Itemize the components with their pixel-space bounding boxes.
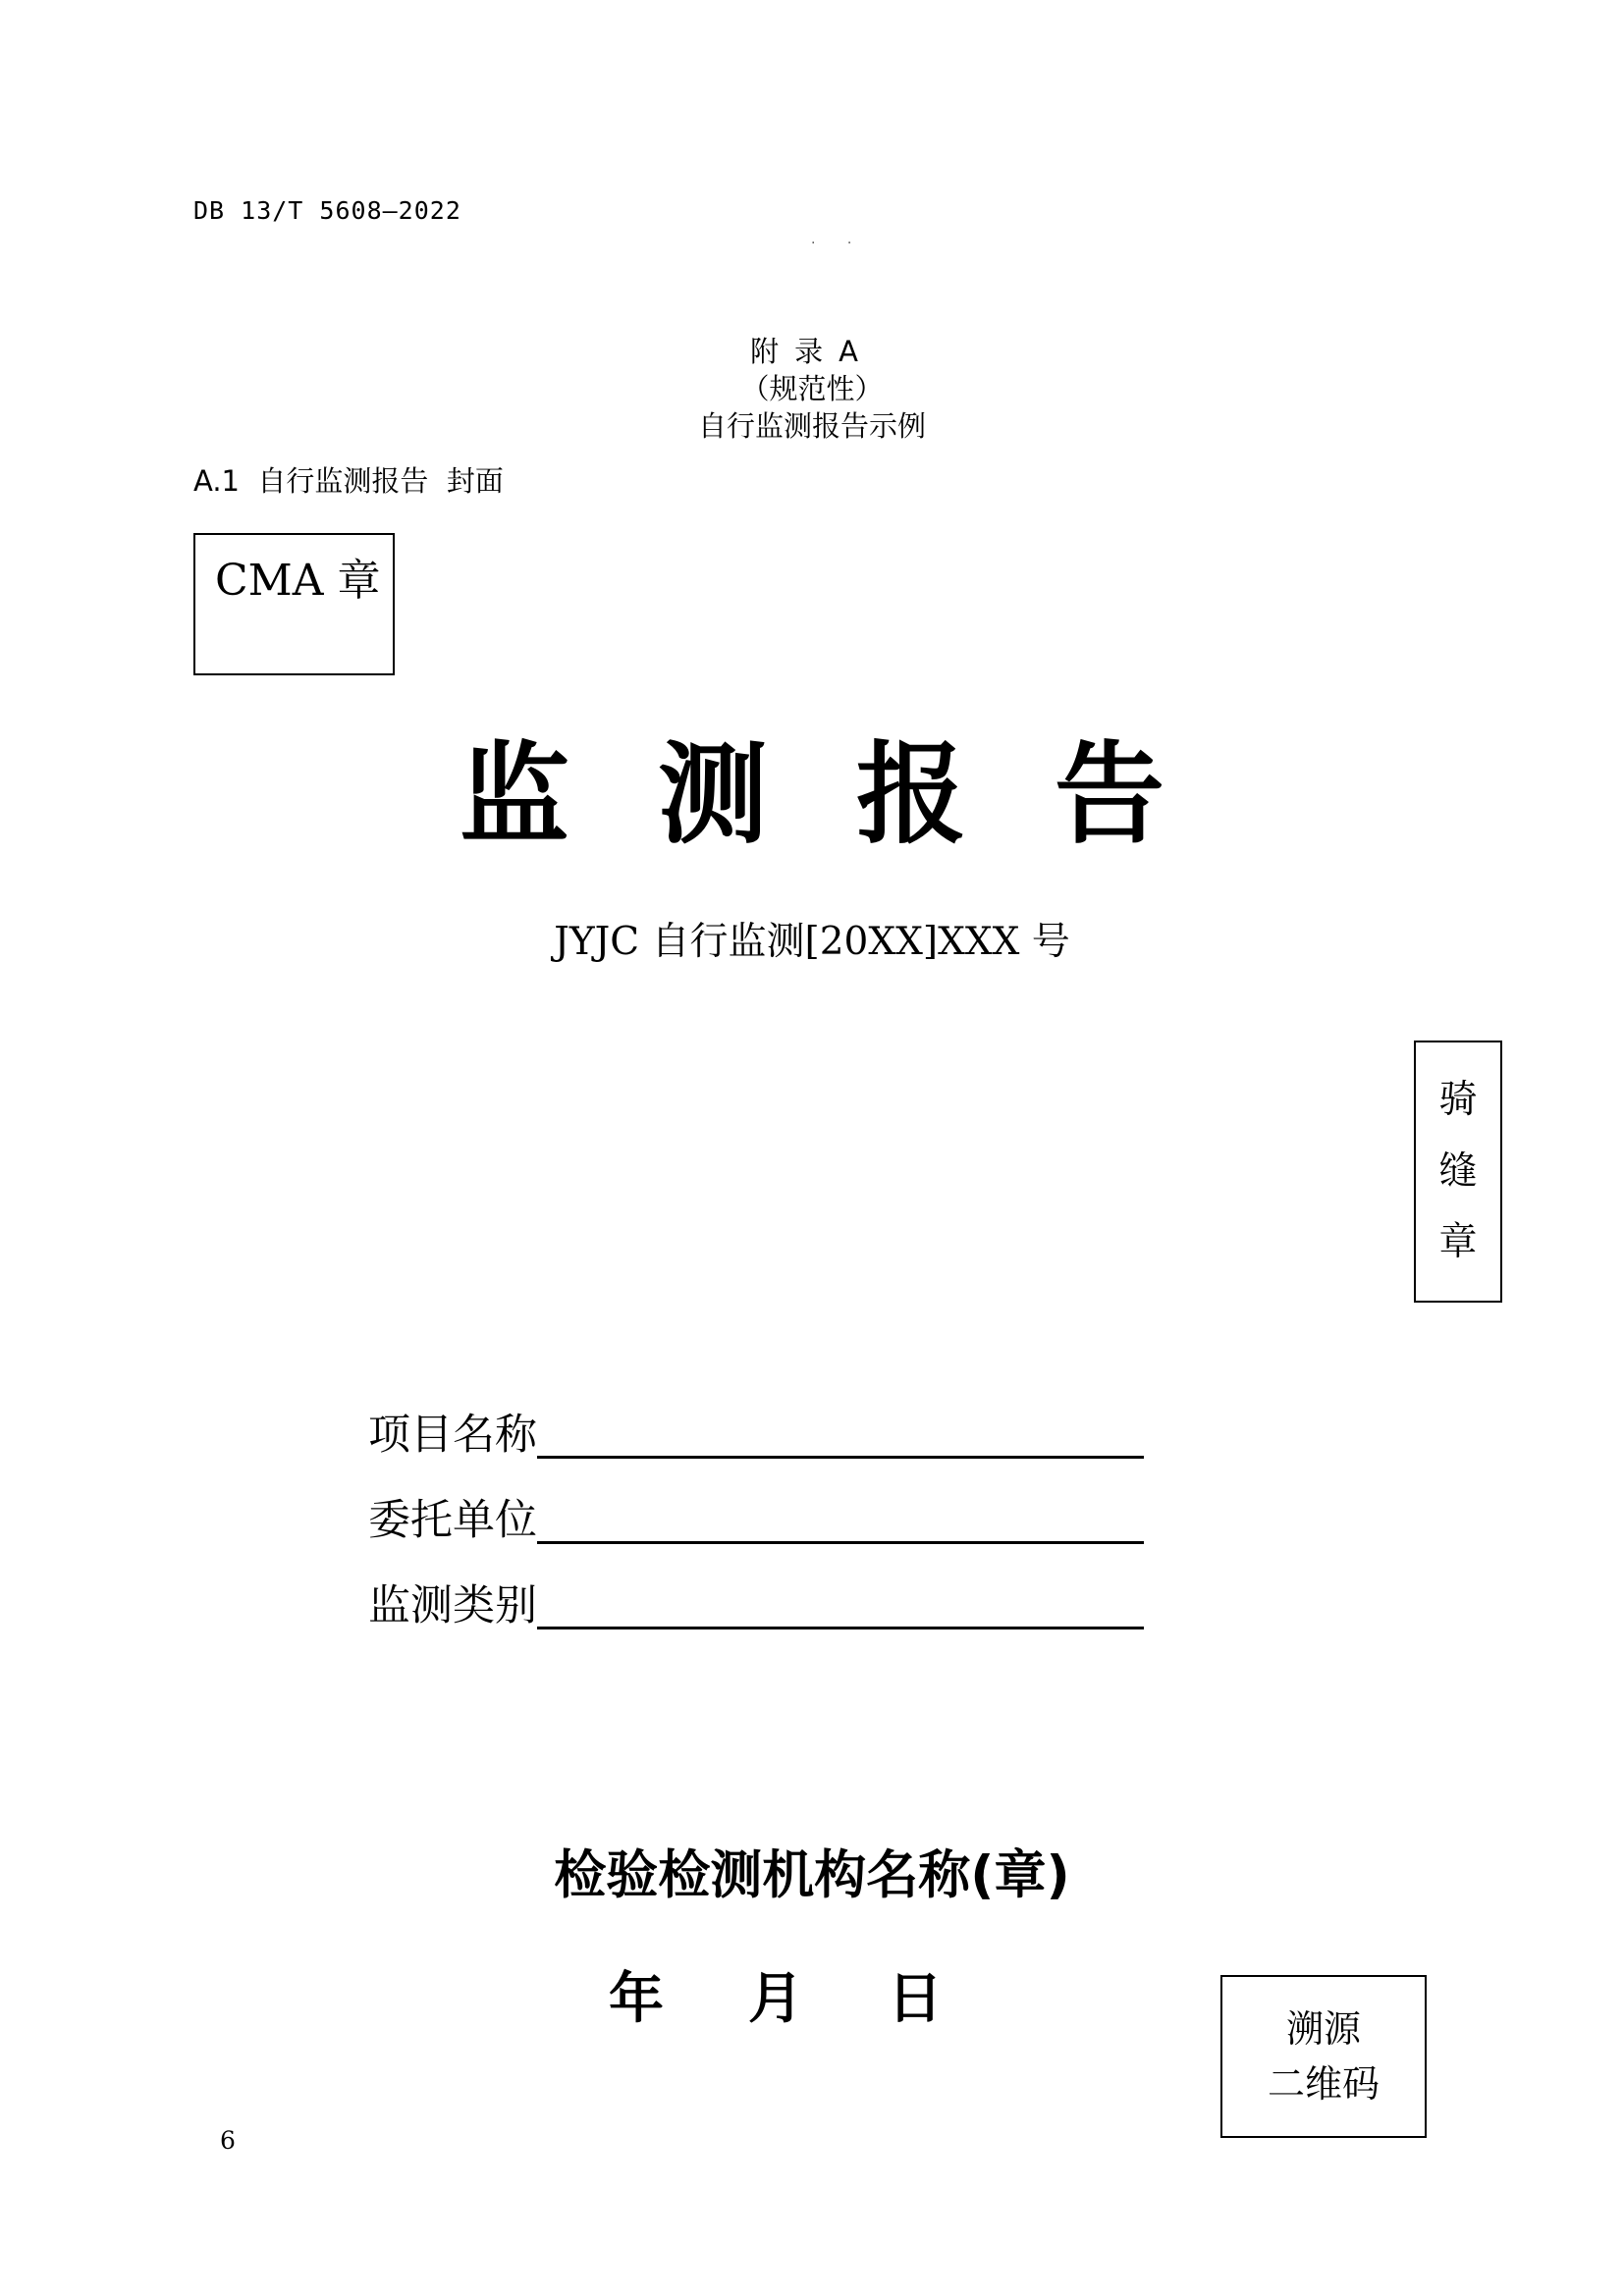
cma-stamp-label: CMA 章 <box>215 556 381 606</box>
appendix-subject: 自行监测报告示例 <box>697 409 926 443</box>
category-field <box>368 1580 1144 1631</box>
seam-stamp-box <box>1414 1041 1502 1303</box>
client-blank[interactable] <box>537 1541 1144 1544</box>
standard-code: DB 13/T 5608—2022 <box>193 196 461 225</box>
appendix-title: 附录A <box>750 335 874 368</box>
date-day: 日 <box>888 1967 943 2031</box>
qr-code-label-line1: 溯源 <box>1285 2007 1361 2051</box>
report-date <box>609 1955 1027 2034</box>
report-number: JYJC 自行监测[20XX]XXX 号 <box>554 920 1070 964</box>
page-number: 6 <box>220 2126 236 2155</box>
report-title-char: 报 <box>856 730 966 859</box>
cma-stamp-box <box>193 533 395 675</box>
section-title: A.1 自行监测报告 封面 <box>193 464 504 498</box>
qr-code-label-line2: 二维码 <box>1267 2062 1380 2106</box>
client-label: 委托单位 <box>368 1496 537 1545</box>
organization-name: 检验检测机构名称(章) <box>554 1845 1070 1905</box>
seam-stamp-char: 章 <box>1438 1220 1478 1265</box>
qr-code-box <box>1220 1975 1427 2138</box>
report-title <box>0 726 1624 864</box>
client-field <box>368 1495 1144 1546</box>
header-marks: · · <box>811 236 866 251</box>
date-year: 年 <box>609 1967 664 2031</box>
report-title-char: 监 <box>460 730 569 859</box>
category-label: 监测类别 <box>368 1581 537 1630</box>
seam-stamp-char: 骑 <box>1438 1077 1478 1122</box>
project-name-blank[interactable] <box>537 1456 1144 1459</box>
project-name-field <box>368 1410 1144 1461</box>
seam-stamp-char: 缝 <box>1438 1148 1478 1194</box>
category-blank[interactable] <box>537 1627 1144 1629</box>
project-name-label: 项目名称 <box>368 1411 537 1460</box>
appendix-nature: （规范性） <box>740 372 884 405</box>
report-title-char: 告 <box>1055 730 1164 859</box>
date-month: 月 <box>748 1967 803 2031</box>
report-title-char: 测 <box>658 730 768 859</box>
